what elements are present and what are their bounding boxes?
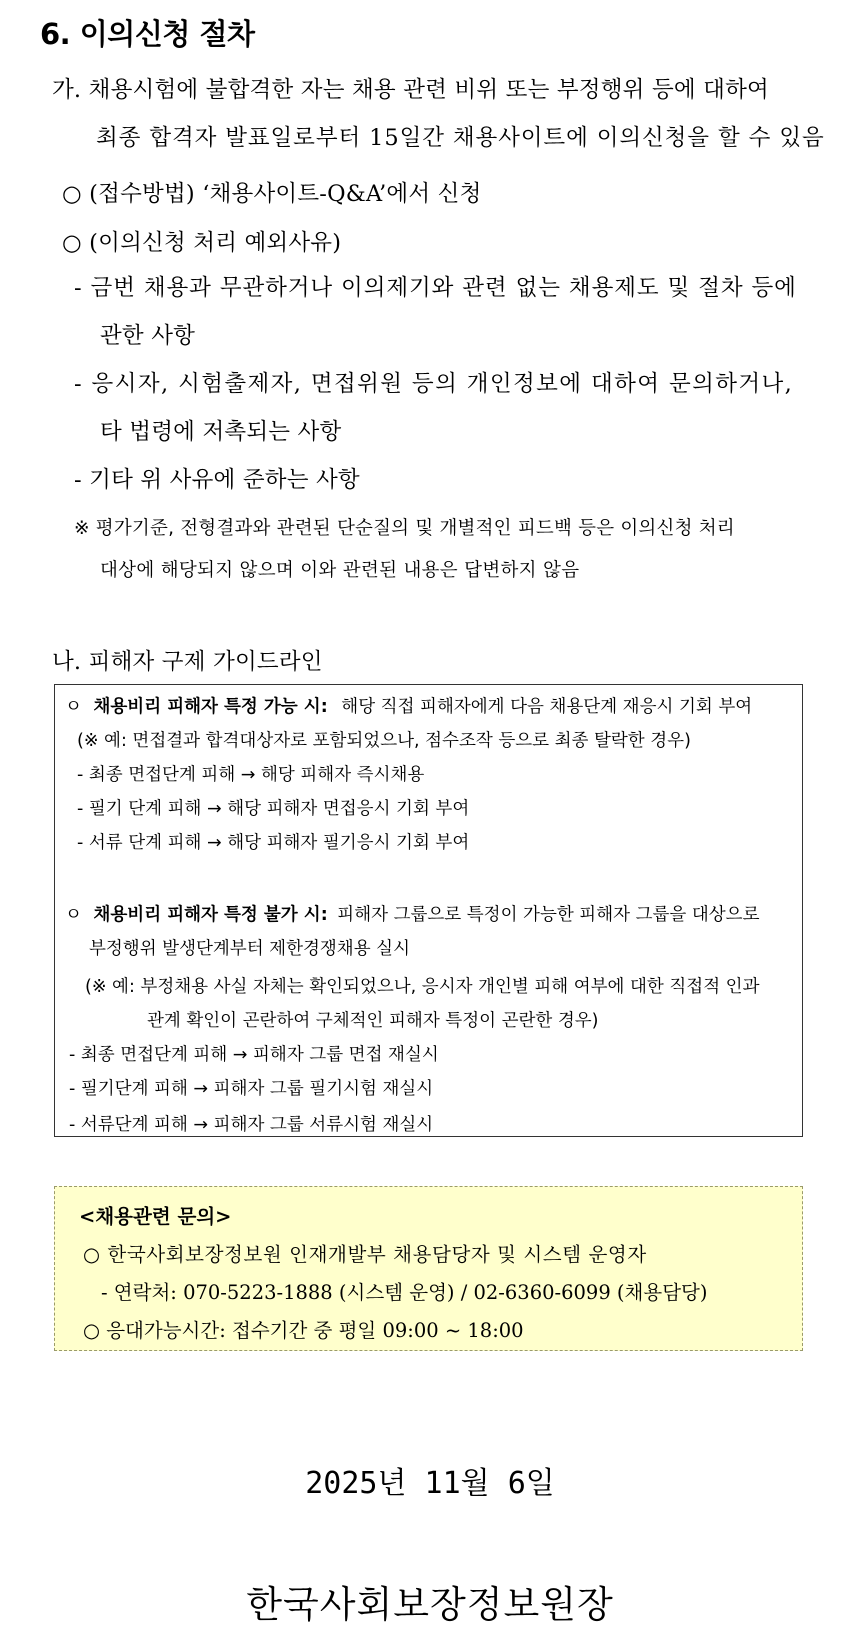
- part-a-line2: 최종 합격자 발표일로부터 15일간 채용사이트에 이의신청을 할 수 있음: [96, 125, 825, 151]
- case1-item: - 최종 면접단계 피해 → 해당 피해자 즉시채용: [77, 765, 425, 785]
- case1-item: - 필기 단계 피해 → 해당 피해자 면접응시 기회 부여: [77, 799, 470, 819]
- case2-example-line2: 관계 확인이 곤란하여 구체적인 피해자 특정이 곤란한 경우): [147, 1011, 599, 1031]
- inquiry-phone: - 연락처: 070-5223-1888 (시스템 운영) / 02-6360-6099 (채용담당): [101, 1281, 708, 1304]
- exception-item-2-line2: 타 법령에 저촉되는 사항: [100, 419, 342, 445]
- case2-text: 피해자 그룹으로 특정이 가능한 피해자 그룹을 대상으로: [337, 905, 760, 925]
- case2-heading: [65, 901, 760, 926]
- case1-heading: [65, 693, 752, 718]
- exceptions-title: ○ (이의신청 처리 예외사유): [62, 230, 342, 256]
- part-a-line1: [52, 72, 820, 104]
- case2-item: - 필기단계 피해 → 피해자 그룹 필기시험 재실시: [69, 1079, 434, 1099]
- inquiry-contact-org: ○ 한국사회보장정보원 인재개발부 채용담당자 및 시스템 운영자: [83, 1243, 647, 1266]
- case1-bullet: ㅇ: [65, 697, 82, 717]
- evaluation-note-line2: 대상에 해당되지 않으며 이와 관련된 내용은 답변하지 않음: [100, 560, 580, 581]
- evaluation-note-line1: ※ 평가기준, 전형결과와 관련된 단순질의 및 개별적인 피드백 등은 이의신청 처리: [74, 518, 735, 539]
- case1-item: - 서류 단계 피해 → 해당 피해자 필기응시 기회 부여: [77, 833, 470, 853]
- exception-item-1-line2: 관한 사항: [100, 323, 196, 349]
- inquiry-title: <채용관련 문의>: [79, 1205, 232, 1228]
- case1-example: (※ 예: 면접결과 합격대상자로 포함되었으나, 점수조작 등으로 최종 탈락한 경우): [77, 731, 691, 751]
- case2-text-line2: 부정행위 발생단계부터 제한경쟁채용 실시: [89, 939, 410, 959]
- exception-item-3: - 기타 위 사유에 준하는 사항: [74, 467, 360, 493]
- case1-label: 채용비리 피해자 특정 가능 시:: [93, 697, 328, 717]
- part-b-title: 나. 피해자 구제 가이드라인: [52, 649, 323, 675]
- case2-label: 채용비리 피해자 특정 불가 시:: [93, 905, 328, 925]
- victim-relief-guideline-box: [54, 684, 803, 1137]
- case1-text: 해당 직접 피해자에게 다음 채용단계 재응시 기회 부여: [341, 697, 753, 717]
- recruitment-inquiry-box: [54, 1186, 803, 1351]
- case2-item: - 최종 면접단계 피해 → 피해자 그룹 면접 재실시: [69, 1045, 439, 1065]
- exception-item-2-line1: - 응시자, 시험출제자, 면접위원 등의 개인정보에 대하여 문의하거나,: [74, 371, 794, 397]
- part-a-line1-text: 가. 채용시험에 불합격한 자는 채용 관련 비위 또는 부정행위 등에 대하여: [52, 77, 769, 103]
- section-title: 6. 이의신청 절차: [40, 17, 255, 51]
- case2-item: - 서류단계 피해 → 피해자 그룹 서류시험 재실시: [69, 1115, 434, 1135]
- case2-bullet: ㅇ: [65, 905, 82, 925]
- notice-date: 2025년 11월 6일: [305, 1466, 555, 1501]
- exception-item-1-line1: - 금번 채용과 무관하거나 이의제기와 관련 없는 채용제도 및 절차 등에: [74, 275, 797, 301]
- receipt-method: ○ (접수방법) ‘채용사이트-Q&A’에서 신청: [62, 181, 482, 207]
- signature-org-head: 한국사회보장정보원장: [246, 1583, 614, 1626]
- case2-example-line1: (※ 예: 부정채용 사실 자체는 확인되었으나, 응시자 개인별 피해 여부에 대한 직접적 인과: [85, 977, 760, 997]
- inquiry-hours: ○ 응대가능시간: 접수기간 중 평일 09:00 ~ 18:00: [83, 1319, 524, 1342]
